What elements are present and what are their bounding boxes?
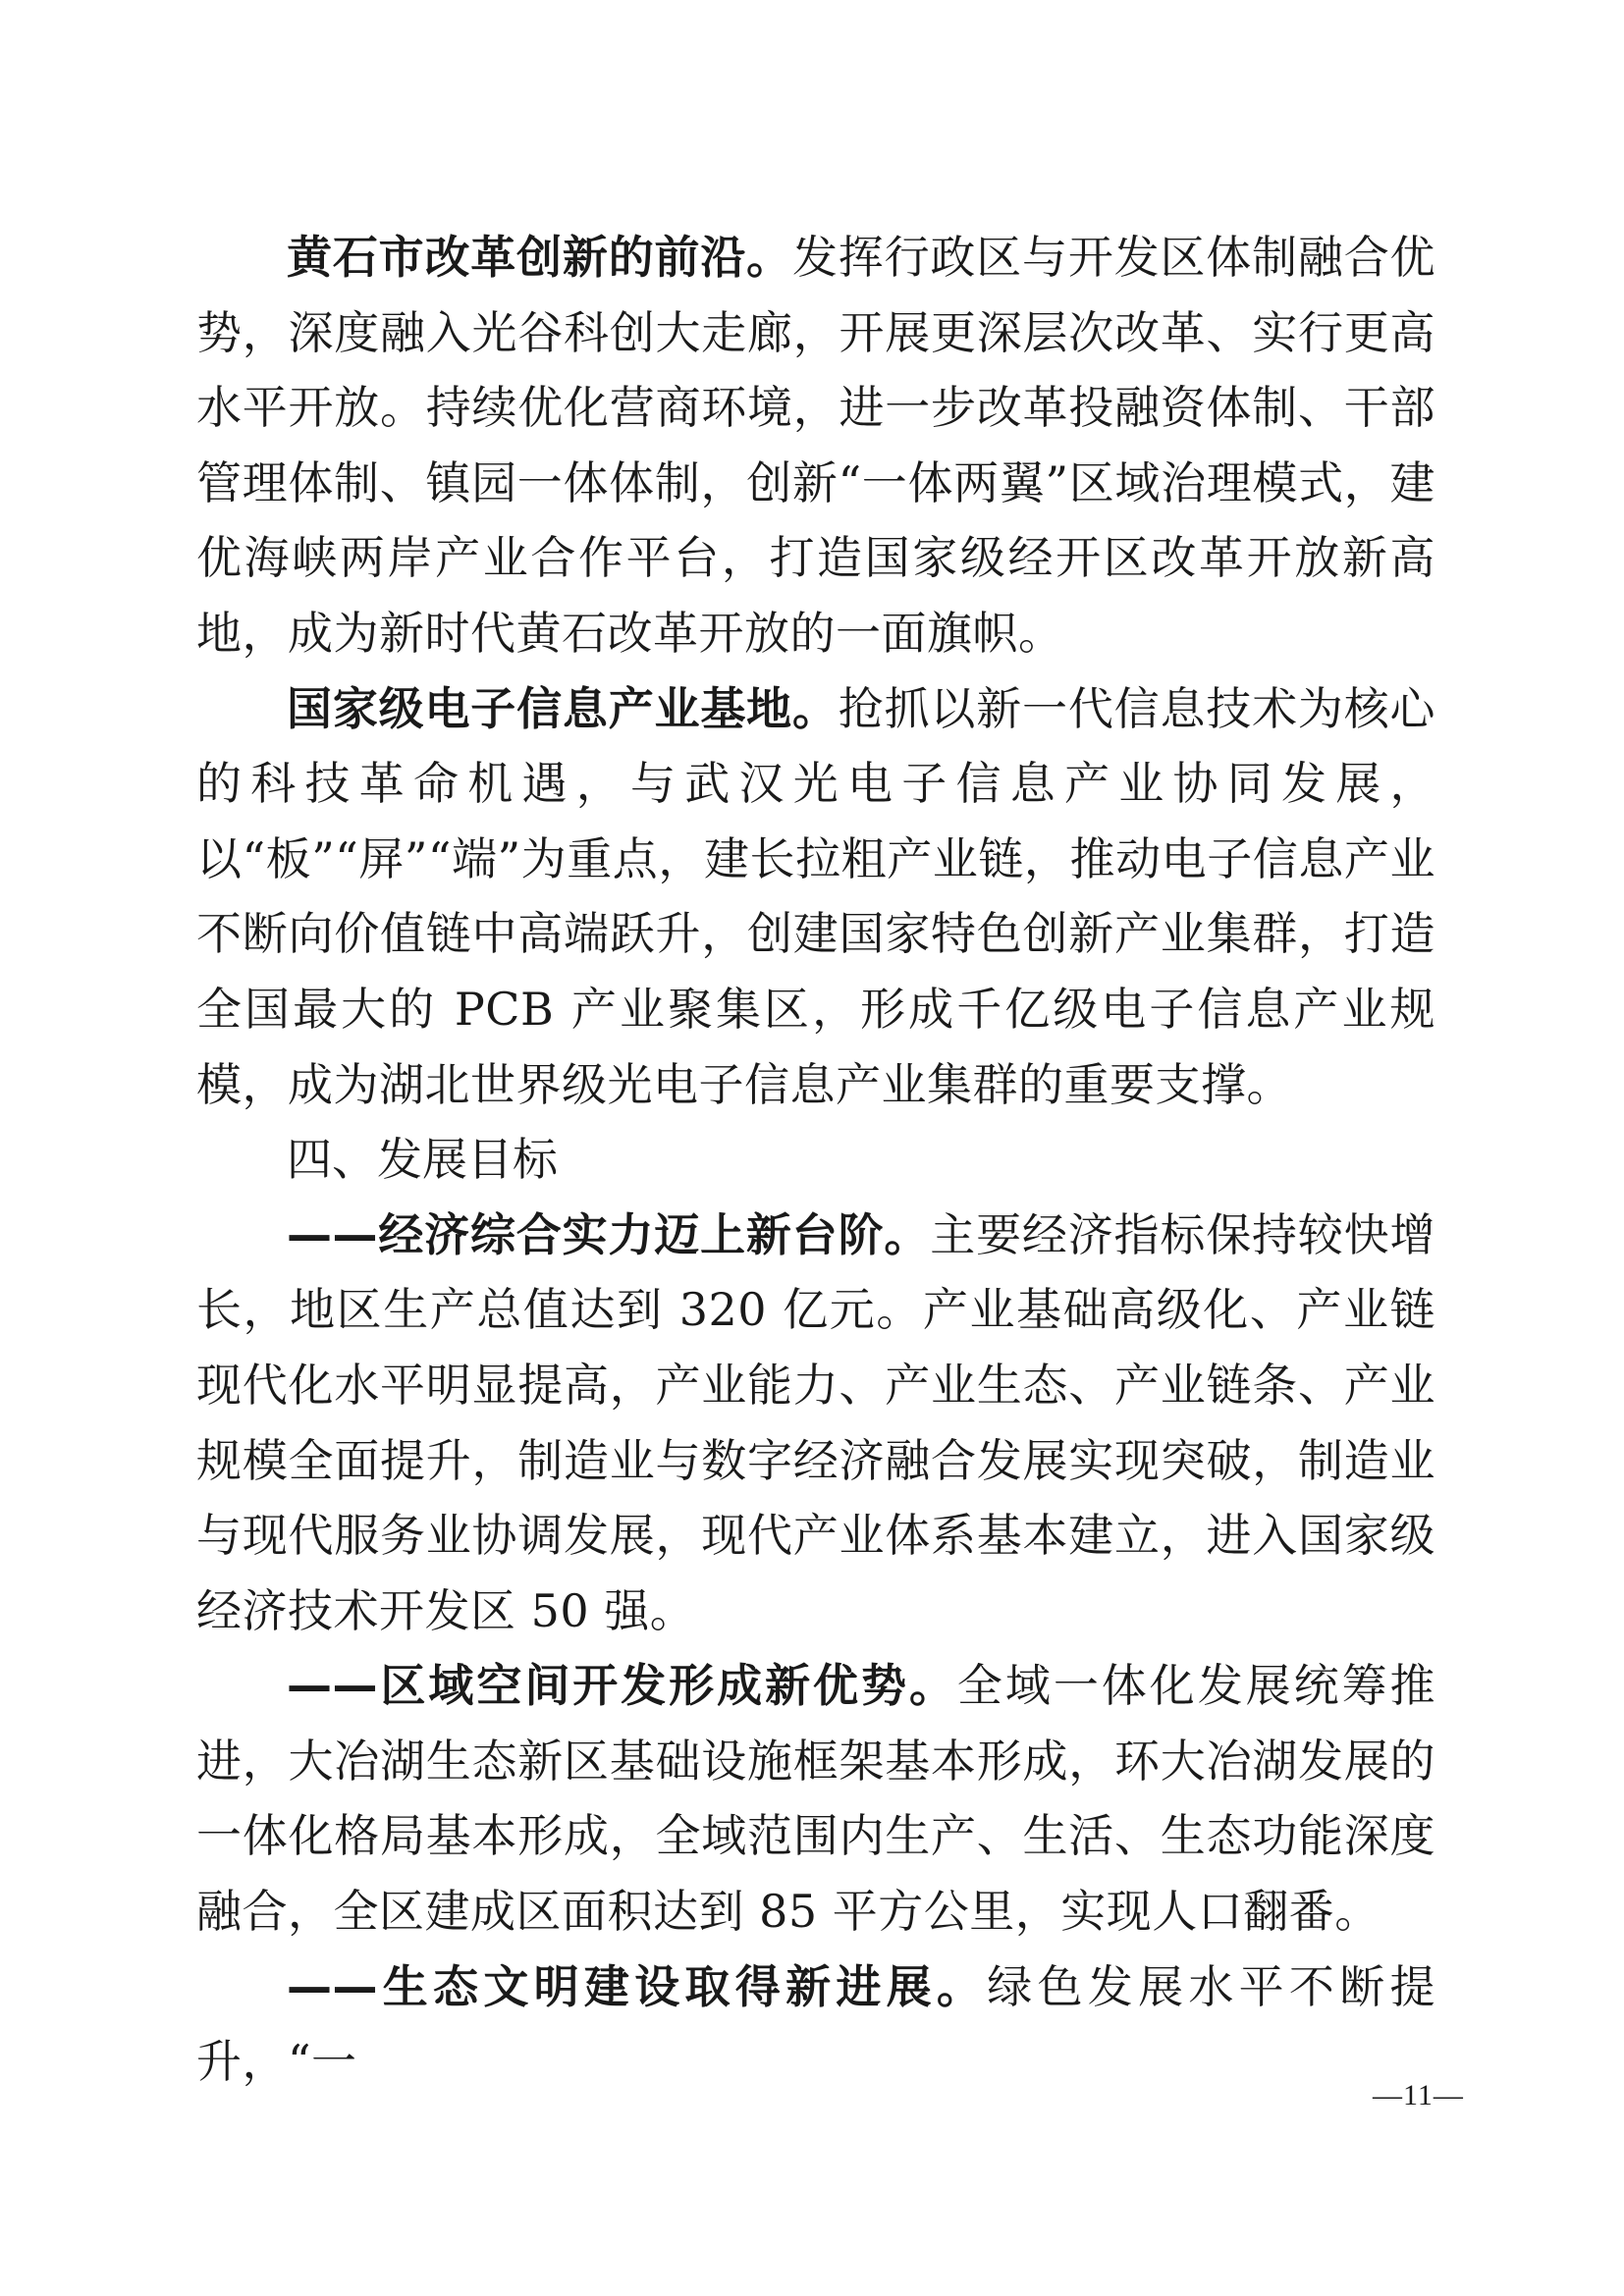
- goal-ecological-civilization: [196, 1949, 1435, 2100]
- paragraph-lead: 国家级电子信息产业基地。: [287, 681, 839, 735]
- section-heading: 四、发展目标: [287, 1133, 558, 1187]
- goal-regional-space: [196, 1648, 1435, 1949]
- page-number: —11—: [1373, 2079, 1464, 2111]
- document-page: [196, 220, 1435, 2100]
- goal-lead: ——生态文明建设取得新进展。: [287, 1959, 988, 2013]
- goal-lead: ——经济综合实力迈上新台阶。: [287, 1207, 931, 1261]
- paragraph-lead: 黄石市改革创新的前沿。: [287, 231, 792, 284]
- paragraph-body: 抢抓以新一代信息技术为核心的科技革命机遇，与武汉光电子信息产业协同发展，以“板”“屏”“端”为重点，建长拉粗产业链，推动电子信息产业不断向价值链中高端跃升，创建国家特色创新产业集群，打造全国最大的 PCB 产业聚集区，形成千亿级电子信息产业规模，成为湖北世界级光电子信息产业集群的重要支撑。: [196, 681, 1435, 1111]
- goal-body: 主要经济指标保持较快增长，地区生产总值达到 320 亿元。产业基础高级化、产业链现代化水平明显提高，产业能力、产业生态、产业链条、产业规模全面提升，制造业与数字经济融合发展实现突破，制造业与现代服务业协调发展，现代产业体系基本建立，进入国家级经济技术开发区 50 强。: [196, 1207, 1436, 1637]
- paragraph-body: 发挥行政区与开发区体制融合优势，深度融入光谷科创大走廊，开展更深层次改革、实行更高水平开放。持续优化营商环境，进一步改革投融资体制、干部管理体制、镇园一体体制，创新“一体两翼”区域治理模式，建优海峡两岸产业合作平台，打造国家级经开区改革开放新高地，成为新时代黄石改革开放的一面旗帜。: [196, 231, 1435, 660]
- goal-lead: ——区域空间开发形成新优势。: [287, 1659, 957, 1713]
- goal-body: 全域一体化发展统筹推进，大冶湖生态新区基础设施框架基本形成，环大冶湖发展的一体化格局基本形成，全域范围内生产、生活、生态功能深度融合，全区建成区面积达到 85 平方公里，实现人口翻番。: [196, 1659, 1436, 1939]
- paragraph-reform-innovation: [196, 220, 1435, 671]
- paragraph-electronics-base: [196, 671, 1435, 1123]
- goal-economic-strength: [196, 1198, 1435, 1649]
- goal-body: 绿色发展水平不断提升，“一: [196, 1959, 1436, 2089]
